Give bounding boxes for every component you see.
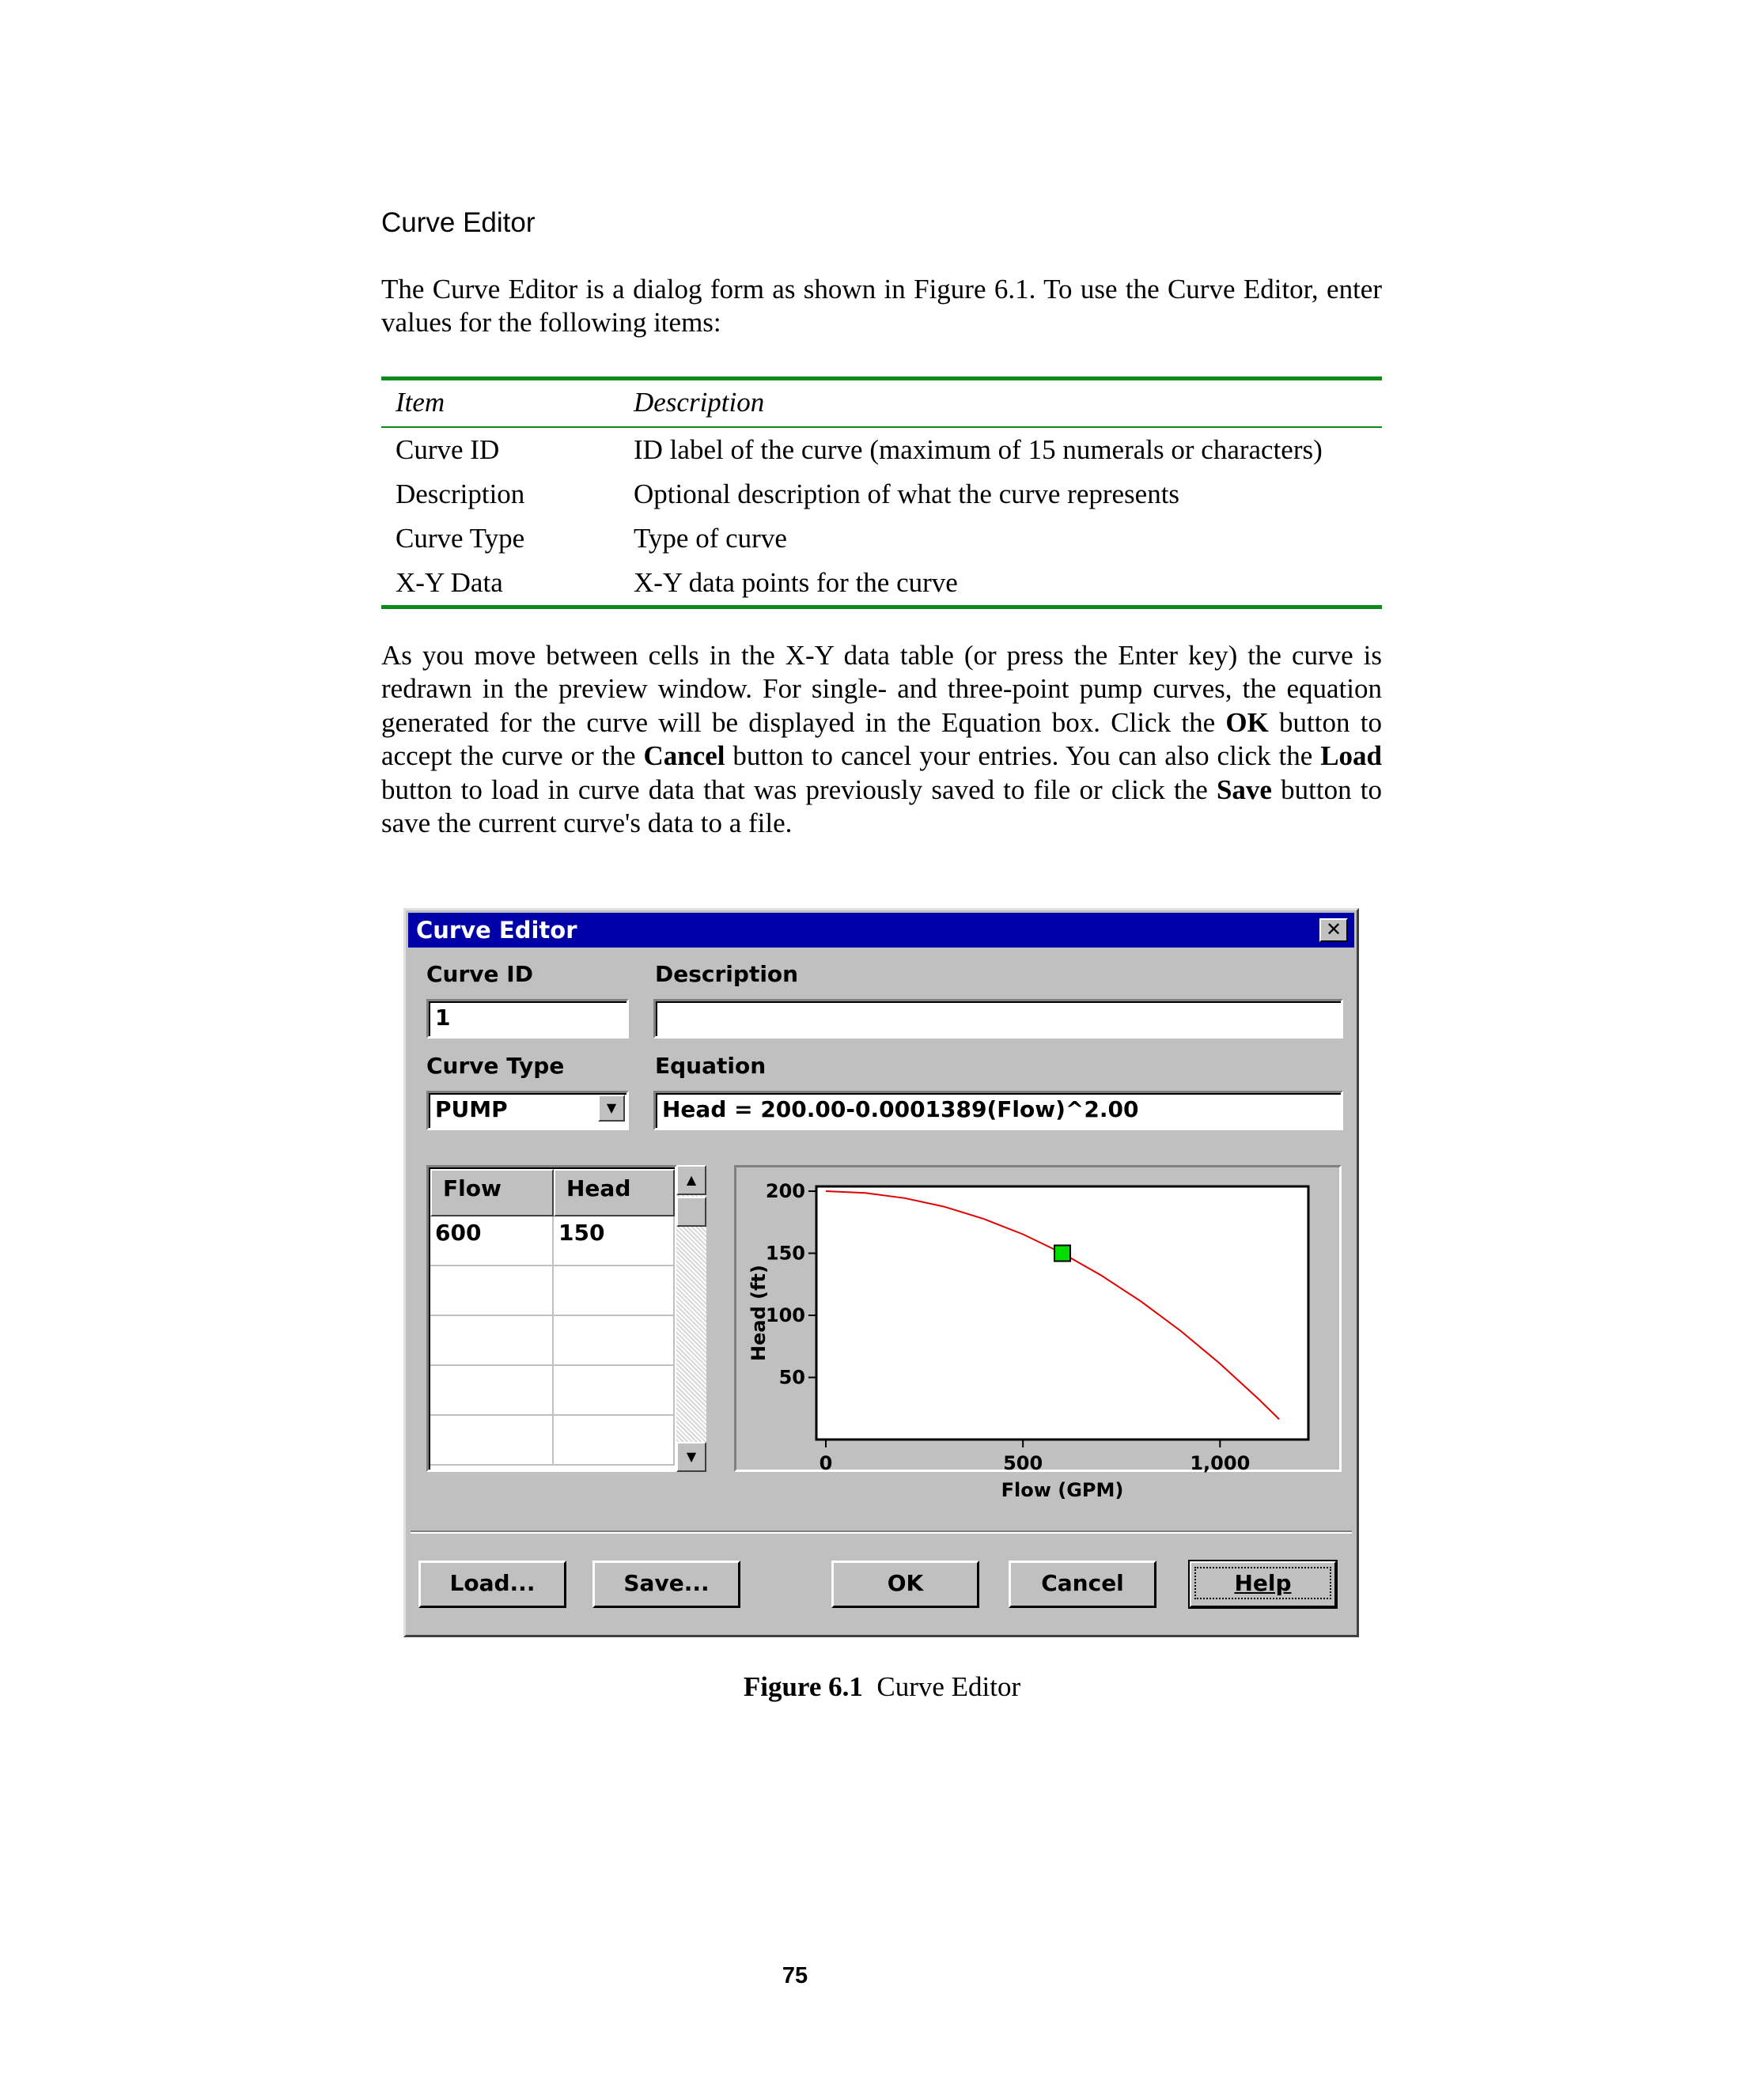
grid-scrollbar[interactable] bbox=[676, 1165, 706, 1472]
text-run: button to accept the curve or the bbox=[381, 706, 1382, 772]
equation-field: Head = 200.00-0.0001389(Flow)^2.00 bbox=[653, 1091, 1343, 1130]
table-row bbox=[381, 561, 1382, 607]
xy-data-grid bbox=[426, 1165, 677, 1472]
x-tick-label: 0 bbox=[819, 1452, 833, 1474]
divider bbox=[411, 1530, 1352, 1534]
table-cell: Curve ID bbox=[396, 434, 500, 465]
curve-id-label: Curve ID bbox=[426, 961, 533, 987]
grid-cell-flow[interactable] bbox=[430, 1316, 554, 1366]
curve-editor-dialog bbox=[403, 908, 1359, 1637]
bold-term-cancel: Cancel bbox=[643, 740, 725, 772]
grid-cell-head[interactable] bbox=[554, 1366, 675, 1416]
equation-label: Equation bbox=[655, 1053, 767, 1079]
scroll-up-icon[interactable]: ▲ bbox=[676, 1165, 706, 1195]
bold-term-load: Load bbox=[1320, 740, 1382, 772]
body-paragraph bbox=[381, 639, 1382, 840]
chevron-down-icon[interactable]: ▼ bbox=[598, 1095, 625, 1122]
table-cell: Type of curve bbox=[634, 523, 787, 554]
text-run: button to load in curve data that was previously saved to file or click the bbox=[381, 774, 1217, 805]
close-icon[interactable]: ✕ bbox=[1319, 918, 1348, 942]
bold-term-ok: OK bbox=[1225, 706, 1269, 738]
dialog-title: Curve Editor bbox=[416, 917, 577, 944]
table-header-row bbox=[381, 379, 1382, 428]
description-input[interactable] bbox=[653, 999, 1343, 1039]
page-number: 75 bbox=[782, 1963, 808, 1988]
load-button[interactable]: Load... bbox=[418, 1561, 566, 1608]
save-button[interactable]: Save... bbox=[592, 1561, 740, 1608]
intro-paragraph: The Curve Editor is a dialog form as shown in Figure 6.1. To use the Curve Editor, enter values for the following items: bbox=[381, 274, 1382, 338]
description-label: Description bbox=[655, 961, 799, 987]
y-axis-label: Head (ft) bbox=[748, 1265, 770, 1361]
table-header-cell: Item bbox=[381, 379, 619, 428]
table-cell: X-Y data points for the curve bbox=[634, 567, 958, 598]
table-cell: Optional description of what the curve represents bbox=[634, 479, 1180, 509]
curve-type-select[interactable] bbox=[426, 1091, 629, 1130]
y-tick-label: 200 bbox=[765, 1180, 805, 1202]
table-cell: Curve Type bbox=[396, 523, 525, 554]
table-row bbox=[381, 427, 1382, 472]
grid-cell-flow[interactable] bbox=[430, 1366, 554, 1416]
x-axis-label: Flow (GPM) bbox=[1001, 1479, 1124, 1501]
section-title: Curve Editor bbox=[381, 207, 536, 238]
table-cell: Description bbox=[396, 479, 525, 509]
figure-caption-text: Curve Editor bbox=[876, 1671, 1021, 1702]
grid-cell-head[interactable]: 150 bbox=[554, 1216, 675, 1266]
column-header-head[interactable]: Head bbox=[554, 1169, 675, 1216]
table-row bbox=[381, 516, 1382, 561]
grid-cell-head[interactable] bbox=[554, 1266, 675, 1316]
table-cell: X-Y Data bbox=[396, 567, 503, 598]
curve-preview-panel bbox=[734, 1165, 1342, 1501]
cancel-button[interactable]: Cancel bbox=[1009, 1561, 1156, 1608]
text-run: As you move between cells in the X-Y data table (or press the Enter key) the curve is redrawn in the preview window. For single- and three-point pump curves, the equation generated for the curve will be displayed in the Equation box. Click the bbox=[381, 640, 1382, 738]
curve-type-label: Curve Type bbox=[426, 1053, 565, 1079]
table-row bbox=[381, 472, 1382, 516]
text-run: button to cancel your entries. You can also click the bbox=[725, 740, 1321, 772]
y-tick-label: 150 bbox=[765, 1242, 805, 1265]
figure-caption bbox=[0, 1671, 1764, 1703]
grid-cell-flow[interactable] bbox=[430, 1266, 554, 1316]
scroll-thumb[interactable] bbox=[676, 1197, 706, 1227]
plot-area bbox=[816, 1186, 1308, 1440]
grid-cell-head[interactable] bbox=[554, 1316, 675, 1366]
grid-cell-head[interactable] bbox=[554, 1416, 675, 1466]
table-cell: ID label of the curve (maximum of 15 numerals or characters) bbox=[634, 434, 1323, 465]
grid-cell-flow[interactable]: 600 bbox=[430, 1216, 554, 1266]
dialog-titlebar bbox=[408, 913, 1354, 948]
x-tick-label: 1,000 bbox=[1190, 1452, 1251, 1474]
ok-button[interactable]: OK bbox=[831, 1561, 979, 1608]
grid-cell-flow[interactable] bbox=[430, 1416, 554, 1466]
text-run: button to save the current curve's data to a file. bbox=[381, 774, 1382, 839]
bold-term-save: Save bbox=[1216, 774, 1272, 805]
column-header-flow[interactable]: Flow bbox=[430, 1169, 554, 1216]
y-tick-label: 100 bbox=[765, 1304, 805, 1326]
x-tick-label: 500 bbox=[1003, 1452, 1043, 1474]
y-tick-label: 50 bbox=[778, 1366, 805, 1389]
curve-type-value: PUMP bbox=[435, 1096, 508, 1122]
scroll-down-icon[interactable]: ▼ bbox=[676, 1442, 706, 1472]
items-table bbox=[381, 376, 1382, 609]
figure-label: Figure 6.1 bbox=[743, 1671, 863, 1702]
curve-chart bbox=[736, 1167, 1339, 1501]
help-button-label: Help bbox=[1194, 1567, 1331, 1599]
table-header-cell: Description bbox=[619, 379, 1382, 428]
data-point bbox=[1054, 1246, 1070, 1262]
curve-id-input[interactable]: 1 bbox=[426, 999, 629, 1039]
help-button[interactable] bbox=[1189, 1561, 1337, 1608]
